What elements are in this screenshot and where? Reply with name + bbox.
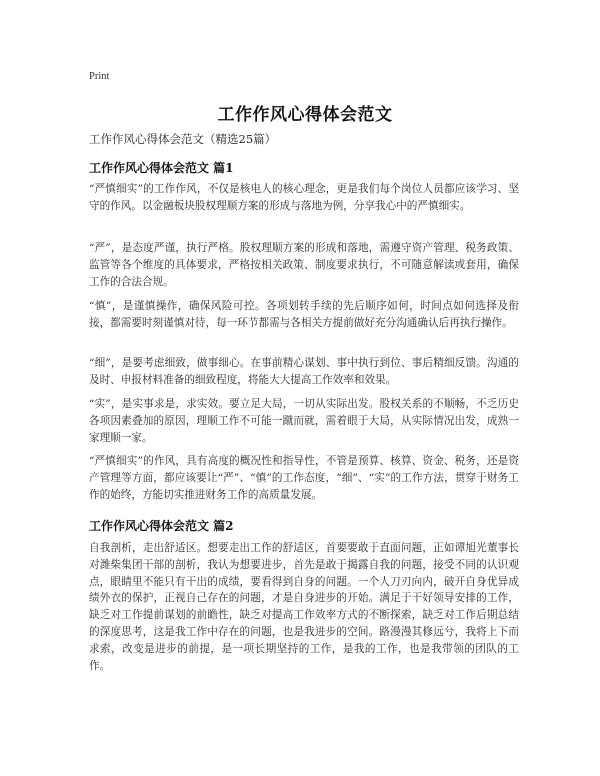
print-label: Print bbox=[89, 71, 110, 82]
document-title: 工作作风心得体会范文 bbox=[217, 105, 393, 125]
document-subtitle: 工作作风心得体会范文（精选25篇） bbox=[89, 132, 277, 146]
section-heading-1: 工作作风心得体会范文 篇1 bbox=[89, 161, 234, 175]
paragraph: 自我剖析，走出舒适区。想要走出工作的舒适区，首要要敢于直面问题，正如谭旭光董事长对潍柴集团干部的剖析，我认为想要进步，首先是敢于揭露自我的问题，接受不同的认识观点，眼睛里不能只有干出的成绩，要看得到自身的问题。一个人刀刃向内，破开自身优异成绩外衣的保护，正视自己存在的问题，才是自身进步的开始。满足于干好领导安排的工作，缺乏对工作提前谋划的前瞻性，缺乏对提高工作效率方式的不断探索，缺乏对工作后期总结的深度思考，这是我工作中存在的问题，也是我进步的空间。路漫漫其修远兮，我将上下而求索，改变是进步的前提，是一项长期坚持的工作，是我的工作，也是我带领的团队的工作。 bbox=[89, 542, 519, 672]
paragraph: “慎”，是谨慎操作，确保风险可控。各项划转手续的先后顺序如何，时间点如何选择及衔接，都需要时刻谨慎对待，每一环节都需与各相关方提前做好充分沟通确认后再执行操作。 bbox=[89, 300, 519, 329]
section-heading-2: 工作作风心得体会范文 篇2 bbox=[89, 519, 234, 533]
paragraph: “实”，是实事求是，求实效。要立足大局，一切从实际出发。股权关系的不顺畅，不乏历史各项因素叠加的原因，理顺工作不可能一蹴而就，需着眼于大局，从实际情况出发，成熟一家理顺一家。 bbox=[89, 398, 519, 444]
paragraph: “细”，是要考虑细致，做事细心。在事前精心谋划、事中执行到位、事后精细反馈。沟通的及时、申报材料准备的细致程度，将能大大提高工作效率和效果。 bbox=[89, 357, 519, 386]
paragraph: “严慎细实”的作风，具有高度的概况性和指导性，不管是预算、核算、资金、税务，还是资产管理等方面，都应该要让“严”、“慎”的工作态度，“细”、“实”的工作方法，贯穿于财务工作的始终，方能切实推进财务工作的高质量发展。 bbox=[89, 455, 519, 501]
paragraph: “严”，是态度严谨，执行严格。股权理顺方案的形成和落地，需遵守资产管理、税务政策、监管等各个维度的具体要求，严格按相关政策、制度要求执行，不可随意解读或套用，确保工作的合法合规。 bbox=[89, 242, 519, 288]
paragraph: “严慎细实”的工作作风，不仅是核电人的核心理念，更是我们每个岗位人员都应该学习、坚守的作风。以金融板块股权理顺方案的形成与落地为例，分享我心中的严慎细实。 bbox=[89, 183, 519, 212]
